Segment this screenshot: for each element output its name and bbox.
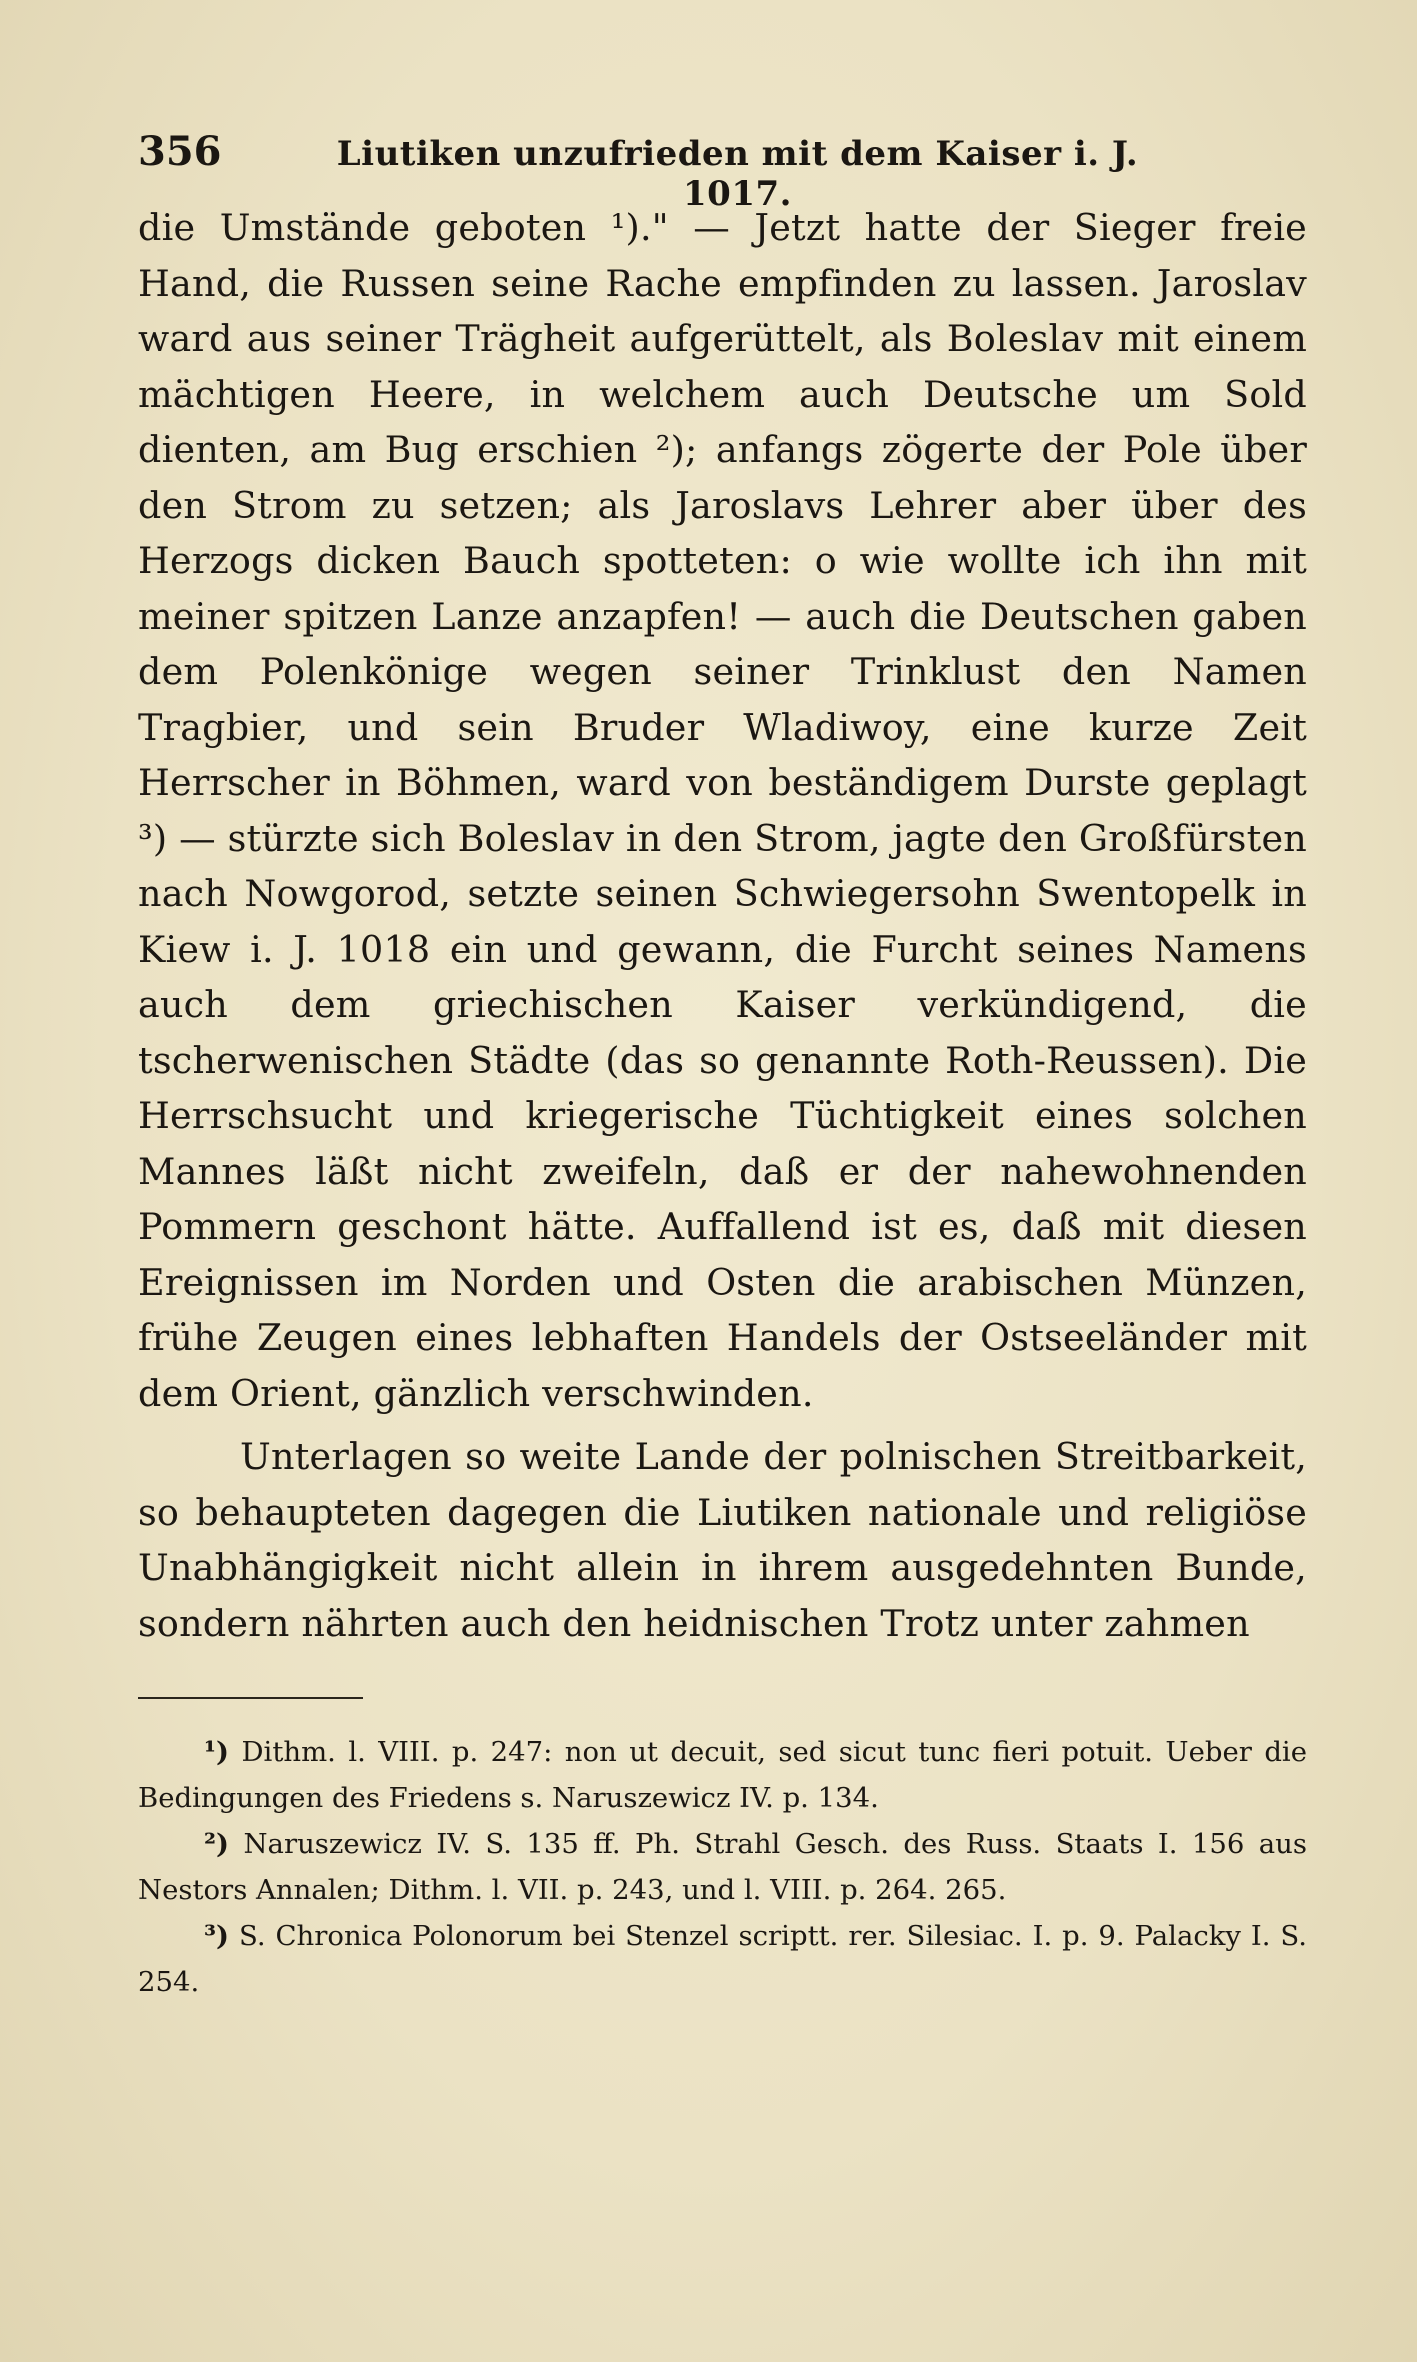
footnote-marker: ²) (204, 1828, 230, 1860)
running-head: Liutiken unzufrieden mit dem Kaiser i. J. 1017. (336, 134, 1139, 214)
footnote-text: Dithm. l. VIII. p. 247: non ut decuit, sed sicut tunc fieri potuit. Ueber die Bedingungen des Friedens s. Naruszewicz IV. p. 134. (138, 1736, 1307, 1814)
footnote-text: Naruszewicz IV. S. 135 ff. Ph. Strahl Gesch. des Russ. Staats I. 156 aus Nestors Annalen; Dithm. l. VII. p. 243, und l. VIII. p. 264. 265. (138, 1828, 1307, 1906)
main-text (138, 200, 1307, 1651)
footnotes (138, 1729, 1307, 2005)
footnote-3 (138, 1913, 1307, 2005)
page-number: 356 (138, 128, 222, 175)
paragraph-1: die Umstände geboten ¹)." — Jetzt hatte der Sieger freie Hand, die Russen seine Rache empfinden zu lassen. Jaroslav ward aus seiner Trägheit aufgerüttelt, als Boleslav mit einem mächtigen Heere, in welchem auch Deutsche um Sold dienten, am Bug erschien ²); anfangs zögerte der Pole über den Strom zu setzen; als Jaroslavs Lehrer aber über des Herzogs dicken Bauch spotteten: o wie wollte ich ihn mit meiner spitzen Lanze anzapfen! — auch die Deutschen gaben dem Polenkönige wegen seiner Trinklust den Namen Tragbier, und sein Bruder Wladiwoy, eine kurze Zeit Herrscher in Böhmen, ward von beständigem Durste geplagt ³) — stürzte sich Boleslav in den Strom, jagte den Großfürsten nach Nowgorod, setzte seinen Schwiegersohn Swentopelk in Kiew i. J. 1018 ein und gewann, die Furcht seines Namens auch dem griechischen Kaiser verkündigend, die tscherwenischen Städte (das so genannte Roth-Reussen). Die Herrschsucht und kriegerische Tüchtigkeit eines solchen Mannes läßt nicht zweifeln, daß er der nahewohnenden Pommern geschont hätte. Auffallend ist es, daß mit diesen Ereignissen im Norden und Osten die arabischen Münzen, frühe Zeugen eines lebhaften Handels der Ostseeländer mit dem Orient, gänzlich verschwinden. (138, 206, 1307, 1415)
paragraph-2: Unterlagen so weite Lande der polnischen Streitbarkeit, so behaupteten dagegen die Liutiken nationale und religiöse Unabhängigkeit nicht allein in ihrem ausgedehnten Bunde, sondern nährten auch den heidnischen Trotz unter zahmen (138, 1435, 1307, 1645)
footnote-2 (138, 1821, 1307, 1913)
footnote-marker: ³) (204, 1920, 230, 1952)
footnote-marker: ¹) (204, 1736, 230, 1768)
page-header (138, 128, 1307, 214)
footnote-text: S. Chronica Polonorum bei Stenzel scriptt. rer. Silesiac. I. p. 9. Palacky I. S. 254. (138, 1920, 1307, 1998)
footnote-1 (138, 1729, 1307, 1821)
footnote-divider (138, 1697, 363, 1699)
